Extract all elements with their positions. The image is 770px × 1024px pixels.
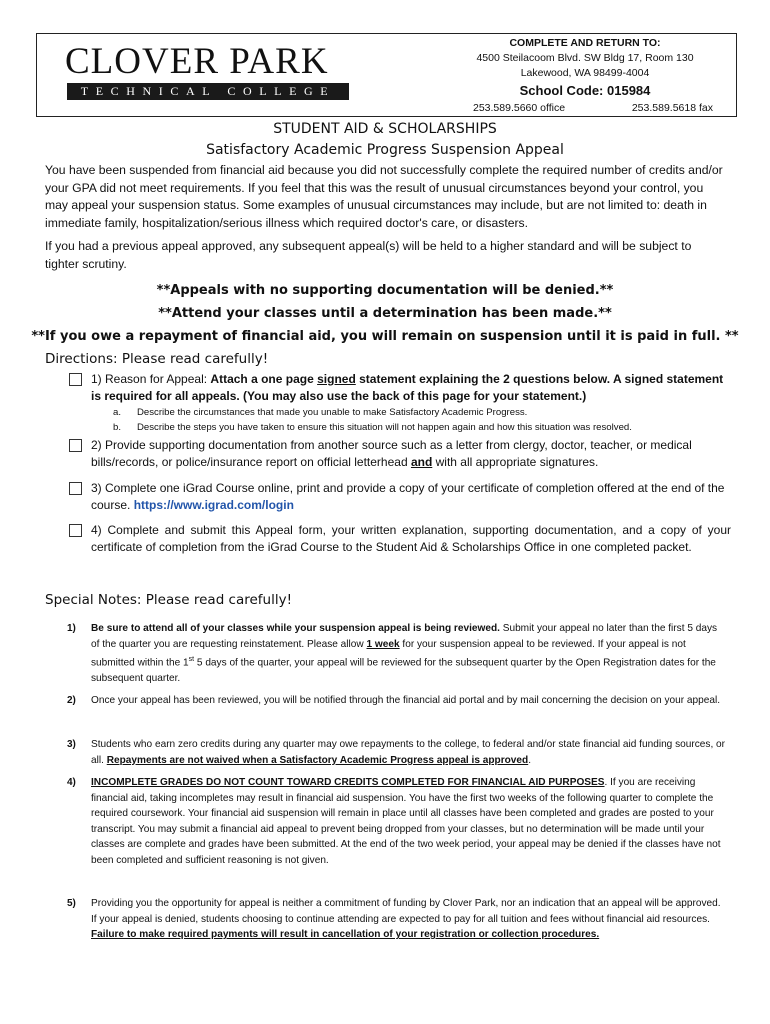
note-4-text: . If you are receiving financial aid, taking incompletes may result in financial aid suspension. You have the first two weeks of the following quarter to complete the required coursework. Your financial aid suspension will remain in place until all classes have been completed and grades are posted to your transcript. You may submit a financial aid appeal to prevent being dropped from your classes, but no determination will be made until your classes are complete and grades have been submitted. At the end of the two week period, your appeal may be denied if the classes have not been completed and sufficient reasoning is not given.	[91, 777, 721, 866]
college-logo-subtitle: TECHNICAL COLLEGE	[67, 83, 349, 100]
item2-and: and	[410, 455, 433, 469]
phone-fax: 253.589.5618 fax	[631, 102, 713, 114]
header-box	[36, 33, 737, 117]
item2-text-a: 2) Provide supporting documentation from another source such as a letter from clergy, doctor, teacher, or medical bills/records, or police/insurance report on official letterhead	[91, 438, 692, 469]
note-3-end: .	[528, 754, 532, 766]
note-3-bold: Repayments are not waived when a Satisfactory Academic Progress appeal is approved	[106, 754, 529, 766]
checkbox-igrad-course[interactable]	[69, 482, 82, 495]
warning-documentation: **Appeals with no supporting documentation will be denied.**	[156, 283, 614, 298]
note-1-text-1: Submit your appeal no later than the first 5 days of the quarter you are requesting reinstatement. Please allow	[91, 623, 718, 650]
address-line-2: Lakewood, WA 98499-4004	[520, 67, 650, 79]
note-2: Once your appeal has been reviewed, you will be notified through the financial aid portal and by mail concerning the decision on your appeal.	[91, 695, 721, 706]
address-line-1: 4500 Steilacoom Blvd. SW Bldg 17, Room 130	[476, 52, 694, 64]
subitem-a-label: a.	[113, 407, 122, 418]
item1-signed: signed	[317, 372, 356, 386]
college-logo-name: CLOVER PARK	[65, 41, 329, 82]
return-address-block	[435, 36, 735, 116]
intro-paragraph: You have been suspended from financial aid because you did not successfully complete the required number of credits and/or your GPA did not meet requirements. If you feel that this was the result of unusual circumstances beyond your control, you may appeal your suspension status. Some examples of unusual circumstances may include, but are not limited to: death in immediate family, hospitalization/serious illness which required doctor's care, or disasters.	[45, 163, 723, 230]
checkbox-reason-for-appeal[interactable]	[69, 373, 82, 386]
note-1-number: 1)	[67, 623, 76, 634]
note-3-number: 3)	[67, 739, 76, 750]
note-2-number: 2)	[67, 695, 76, 706]
subitem-b-label: b.	[113, 422, 122, 433]
item1-bold-b: statement explaining the 2 questions below. A signed statement is required for all appeals. (You may also use the back of this page for your statement.)	[91, 372, 724, 403]
note-4-bold: INCOMPLETE GRADES DO NOT COUNT TOWARD CREDITS COMPLETED FOR FINANCIAL AID PURPOSES	[91, 777, 605, 788]
note-1-bold: Be sure to attend all of your classes while your suspension appeal is being reviewed.	[91, 623, 500, 634]
note-1-text-2: for your suspension appeal to be reviewed. If your appeal is not submitted within the 1	[91, 638, 686, 669]
note-5	[91, 896, 727, 943]
form-title: STUDENT AID & SCHOLARSHIPS	[273, 121, 497, 137]
direction-item-4: 4) Complete and submit this Appeal form, your written explanation, supporting documentation, and a copy of your certificate of completion from the iGrad Course to the Student Aid & Scholarships Office in one completed packet.	[91, 523, 731, 554]
item1-prefix: 1) Reason for Appeal:	[91, 372, 211, 386]
note-3	[91, 737, 727, 768]
warning-attend-classes: **Attend your classes until a determination has been made.**	[158, 306, 612, 321]
note-5-text: Providing you the opportunity for appeal is neither a commitment of funding by Clover Park, nor an indication that an appeal will be approved. If your appeal is denied, students choosing to continue attending are expected to pay for all tuition and fees without financial aid resources.	[91, 898, 721, 925]
phone-row	[435, 101, 735, 116]
note-4	[91, 775, 727, 869]
checkbox-supporting-documentation[interactable]	[69, 439, 82, 452]
school-code: School Code: 015984	[519, 83, 651, 98]
note-4-number: 4)	[67, 777, 76, 788]
form-subtitle: Satisfactory Academic Progress Suspension Appeal	[206, 142, 564, 158]
return-title: COMPLETE AND RETURN TO:	[509, 37, 661, 49]
note-5-bold: Failure to make required payments will result in cancellation of your registration or collection procedures.	[91, 929, 600, 941]
directions-heading: Directions: Please read carefully!	[45, 351, 269, 367]
warning-repayment: **If you owe a repayment of financial aid, you will remain on suspension until it is paid in full. **	[31, 329, 739, 344]
phone-office: 253.589.5660 office	[473, 102, 566, 114]
previous-appeal-paragraph: If you had a previous appeal approved, any subsequent appeal(s) will be held to a higher standard and will be subject to tighter scrutiny.	[45, 239, 692, 271]
direction-item-1	[91, 371, 731, 405]
direction-item-2	[91, 437, 731, 471]
note-1-text-3: 5 days of the quarter, your appeal will be reviewed for the subsequent quarter by the Open Registration dates for the subsequent quarter.	[91, 657, 716, 685]
subitem-b-text: Describe the steps you have taken to ensure this situation will not happen again and how this situation was resolved.	[137, 422, 632, 433]
checkbox-submit-appeal[interactable]	[69, 524, 82, 537]
note-5-number: 5)	[67, 898, 76, 909]
note-3-text: Students who earn zero credits during any quarter may owe repayments to the college, to federal and/or state financial aid funding sources, or all.	[91, 739, 726, 766]
special-notes-heading: Special Notes: Please read carefully!	[45, 592, 293, 608]
subitem-a-text: Describe the circumstances that made you unable to make Satisfactory Academic Progress.	[137, 407, 528, 418]
item2-text-b: with all appropriate signatures.	[432, 455, 599, 469]
item3-text: 3) Complete one iGrad Course online, print and provide a copy of your certificate of completion offered at the end of the course.	[91, 481, 725, 512]
note-1-sup: st	[188, 656, 195, 664]
note-1	[91, 621, 727, 687]
direction-item-3	[91, 480, 731, 514]
item1-bold-a: Attach a one page	[210, 372, 318, 386]
igrad-link[interactable]: https://www.igrad.com/login	[133, 498, 294, 512]
note-1-one-week: 1 week	[366, 638, 400, 650]
